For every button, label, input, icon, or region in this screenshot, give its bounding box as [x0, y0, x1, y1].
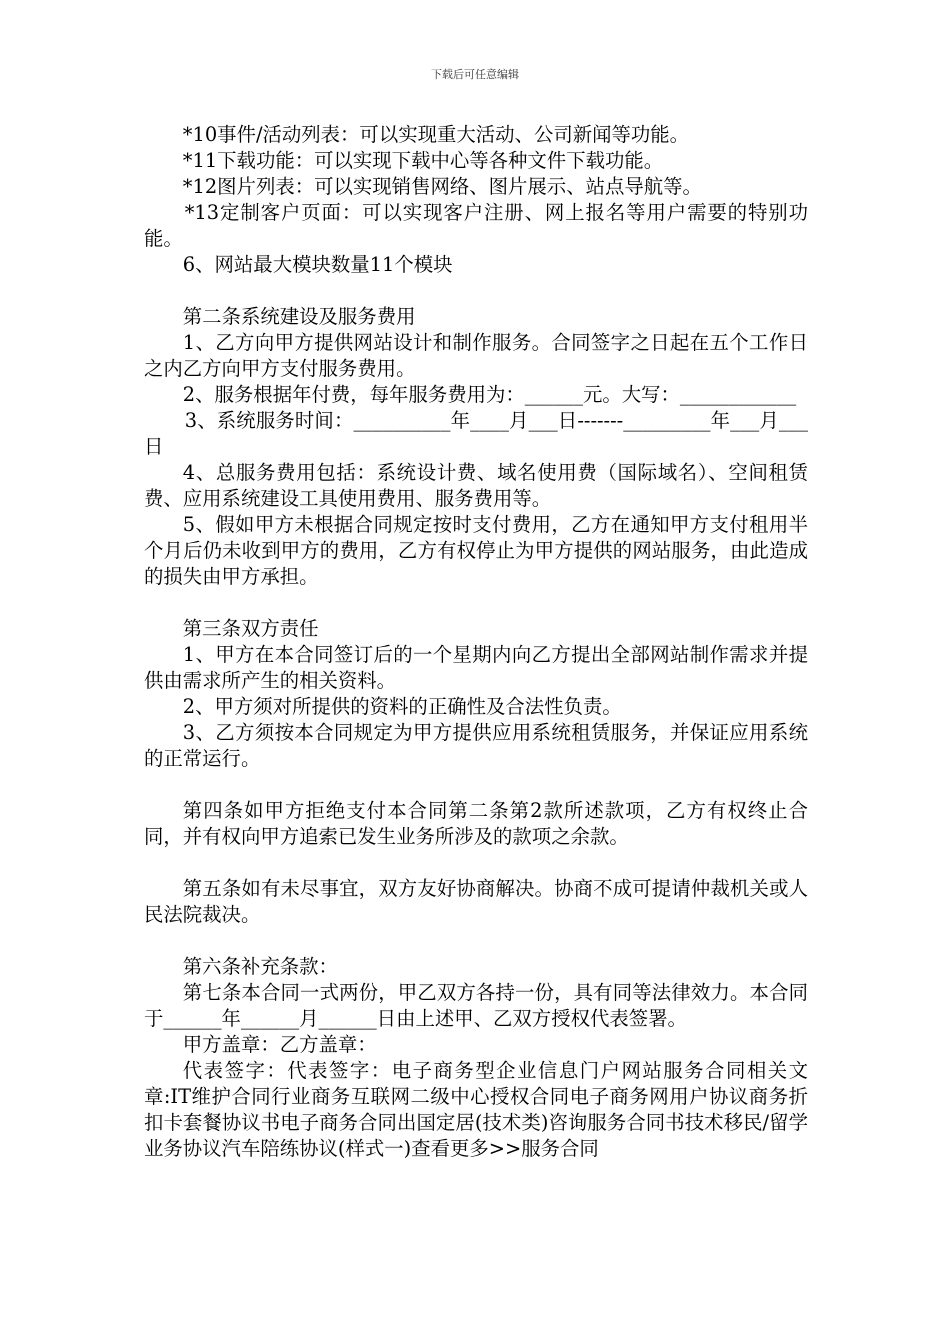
paragraph-article-2-clause-1: 1、乙方向甲方提供网站设计和制作服务。合同签字之日起在五个工作日之内乙方向甲方支付服务费用。	[144, 331, 808, 380]
paragraph-article-3-clause-2: 2、甲方须对所提供的资料的正确性及合法性负责。	[182, 695, 622, 718]
paragraph-signatures-related: 代表签字：代表签字：电子商务型企业信息门户网站服务合同相关文章:IT维护合同行业商务互联网二级中心授权合同电子商务网用户协议商务折扣卡套餐协议书电子商务合同出国定居(技术类)咨询服务合同书技术移民/留学业务协议汽车陪练协议(样式一)查看更多>>服务合同	[144, 1059, 808, 1160]
paragraph-item-11: *11下载功能：可以实现下载中心等各种文件下载功能。	[182, 149, 664, 172]
page-header-note: 下载后可任意编辑	[431, 68, 519, 81]
section-heading-article-3: 第三条双方责任	[182, 617, 319, 640]
section-heading-article-6: 第六条补充条款：	[182, 955, 338, 978]
paragraph-item-12: *12图片列表：可以实现销售网络、图片展示、站点导航等。	[182, 175, 702, 198]
paragraph-gap	[144, 850, 808, 876]
paragraph-gap	[144, 928, 808, 954]
paragraph-article-3-clause-1: 1、甲方在本合同签订后的一个星期内向乙方提出全部网站制作需求并提供由需求所产生的相关资料。	[144, 643, 808, 692]
paragraph-article-5: 第五条如有未尽事宜，双方友好协商解决。协商不成可提请仲裁机关或人民法院裁决。	[144, 877, 808, 926]
paragraph-article-2-clause-4: 4、总服务费用包括：系统设计费、域名使用费（国际域名）、空间租赁费、应用系统建设工具使用费用、服务费用等。	[144, 461, 808, 510]
section-heading-article-2: 第二条系统建设及服务费用	[182, 305, 416, 328]
paragraph-gap	[144, 772, 808, 798]
paragraph-seals: 甲方盖章：乙方盖章：	[182, 1033, 377, 1056]
paragraph-item-13: *13定制客户页面：可以实现客户注册、网上报名等用户需要的特别功能。	[144, 201, 808, 250]
paragraph-gap	[144, 278, 808, 304]
paragraph-article-2-clause-5: 5、假如甲方未根据合同规定按时支付费用，乙方在通知甲方支付租用半个月后仍未收到甲方的费用，乙方有权停止为甲方提供的网站服务，由此造成的损失由甲方承担。	[144, 513, 808, 588]
paragraph-gap	[144, 590, 808, 616]
paragraph-item-10: *10事件/活动列表：可以实现重大活动、公司新闻等功能。	[182, 123, 690, 146]
paragraph-article-3-clause-3: 3、乙方须按本合同规定为甲方提供应用系统租赁服务，并保证应用系统的正常运行。	[144, 721, 808, 770]
paragraph-article-2-clause-2: 2、服务根据年付费，每年服务费用为：______元。大写：____________	[182, 383, 797, 406]
paragraph-max-modules: 6、网站最大模块数量11个模块	[182, 253, 453, 276]
contract-body	[144, 122, 808, 1162]
paragraph-article-7: 第七条本合同一式两份，甲乙双方各持一份，具有同等法律效力。本合同于______年______月______日由上述甲、乙双方授权代表签署。	[144, 981, 808, 1030]
paragraph-article-2-clause-3: 3、系统服务时间：__________年____月___日-------_________年___月___日	[144, 409, 808, 458]
paragraph-article-4: 第四条如甲方拒绝支付本合同第二条第2款所述款项，乙方有权终止合同，并有权向甲方追索已发生业务所涉及的款项之余款。	[144, 799, 808, 848]
